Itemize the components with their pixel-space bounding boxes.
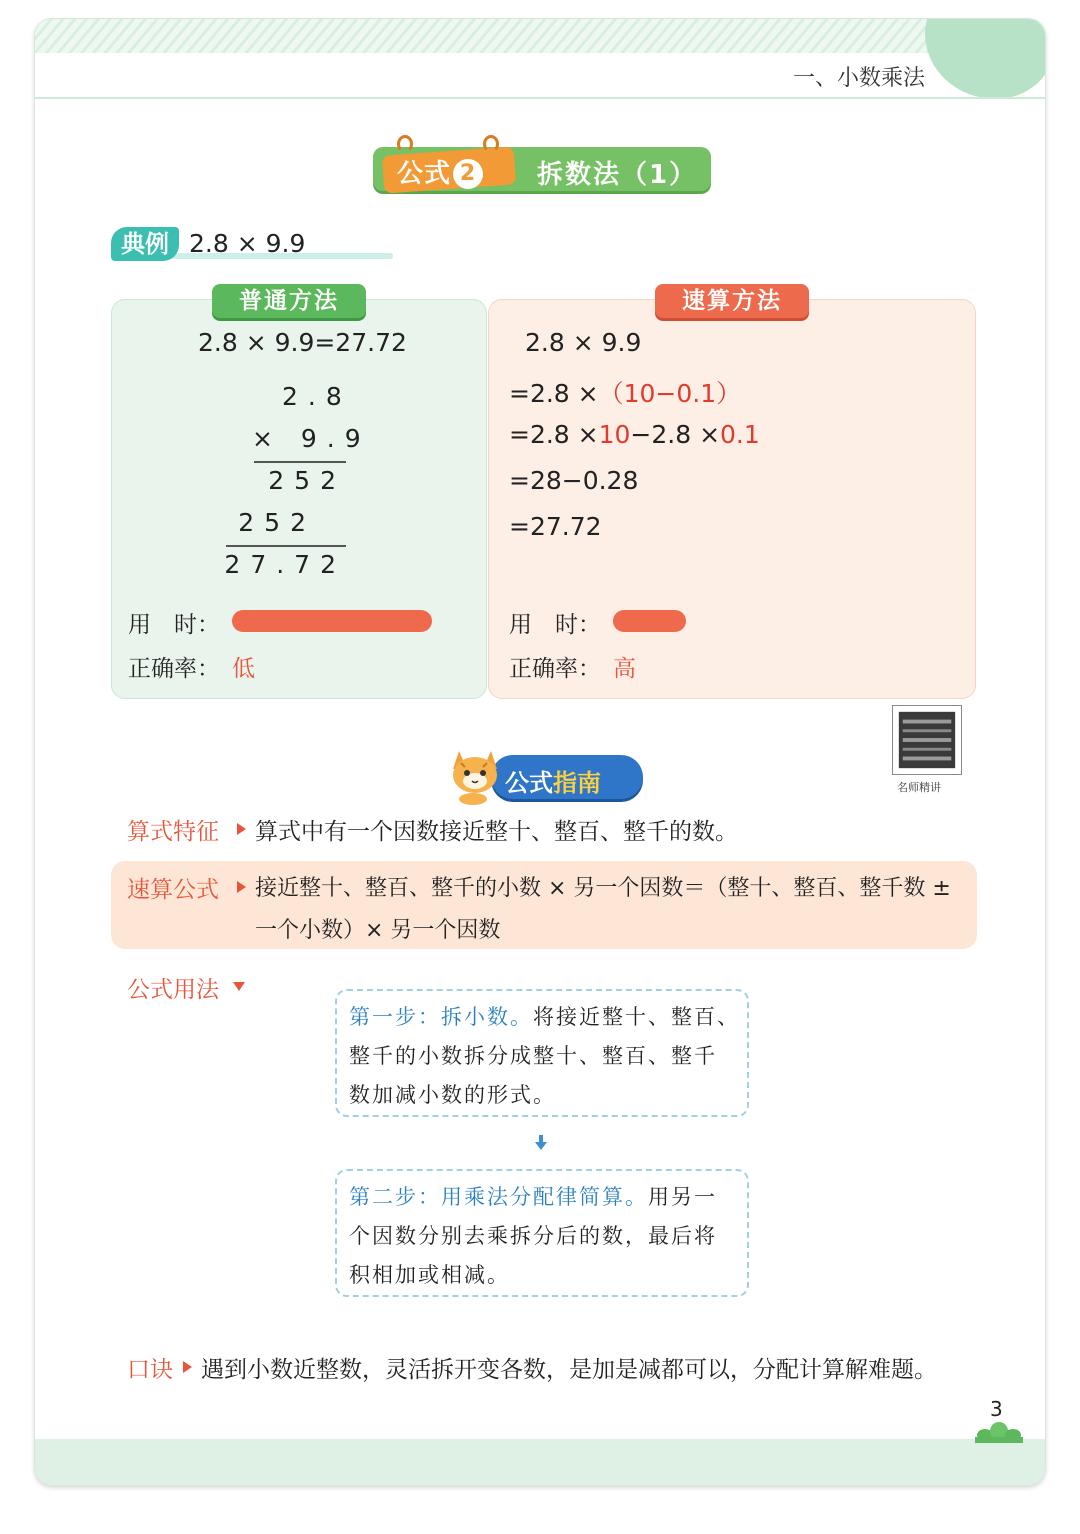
time-bar bbox=[232, 610, 432, 632]
ring-icon bbox=[397, 135, 413, 153]
time-label: 用 时： bbox=[128, 612, 220, 638]
formula-title: 拆数法（1） bbox=[537, 160, 698, 190]
top-decoration-stripe bbox=[35, 19, 1046, 53]
step-1-line-2: 整千的小数拆分成整十、整百、整千 bbox=[349, 1044, 717, 1068]
arrow-right-icon bbox=[237, 881, 246, 893]
vertical-row-4: 252 bbox=[238, 508, 316, 537]
mnemonic-text: 遇到小数近整数，灵活拆开变各数，是加是减都可以，分配计算解难题。 bbox=[201, 1357, 937, 1383]
ring-icon bbox=[483, 135, 499, 153]
fast-method-tab: 速算方法 bbox=[655, 284, 809, 318]
time-bar bbox=[613, 610, 686, 632]
header-divider bbox=[35, 97, 1046, 99]
formula-number: 2 bbox=[453, 159, 483, 189]
fast-line-4: =28−0.28 bbox=[509, 466, 639, 495]
usage-label: 公式用法 bbox=[127, 977, 219, 1003]
fast-line-1: 2.8 × 9.9 bbox=[525, 328, 642, 357]
fast-method-panel bbox=[488, 288, 976, 699]
page bbox=[34, 18, 1046, 1486]
feature-label: 算式特征 bbox=[127, 819, 219, 845]
fast-line-5: =27.72 bbox=[509, 512, 602, 541]
guide-banner bbox=[447, 741, 647, 807]
accuracy-label: 正确率： bbox=[128, 656, 220, 682]
vertical-divider bbox=[226, 545, 346, 547]
vertical-row-3: 252 bbox=[268, 466, 346, 495]
formula-banner bbox=[373, 145, 711, 193]
normal-method-tab: 普通方法 bbox=[212, 284, 366, 318]
step-2-line-2: 个因数分别去乘拆分后的数，最后将 bbox=[349, 1224, 717, 1248]
example-expression: 2.8 × 9.9 bbox=[189, 229, 306, 258]
step-arrow-icon bbox=[535, 1135, 547, 1151]
accuracy-label: 正确率： bbox=[509, 656, 601, 682]
vertical-row-1: 2.8 bbox=[282, 382, 352, 411]
step-1-box bbox=[335, 989, 749, 1117]
fast-line-2: =2.8 ×（10−0.1） bbox=[509, 379, 742, 408]
qr-code-icon[interactable] bbox=[892, 705, 962, 775]
vertical-divider bbox=[254, 461, 346, 463]
step-2-line-3: 积相加或相减。 bbox=[349, 1263, 510, 1287]
chapter-title: 一、小数乘法 bbox=[792, 66, 925, 91]
vertical-row-2: × 9.9 bbox=[252, 424, 371, 453]
time-label: 用 时： bbox=[509, 612, 601, 638]
arrow-down-icon bbox=[233, 982, 245, 991]
step-2-box bbox=[335, 1169, 749, 1297]
step-1-line-3: 数加减小数的形式。 bbox=[349, 1083, 556, 1107]
page-number: 3 bbox=[990, 1397, 1003, 1421]
feature-text: 算式中有一个因数接近整十、整百、整千的数。 bbox=[255, 819, 738, 845]
arrow-right-icon bbox=[183, 1361, 192, 1373]
fast-formula-label: 速算公式 bbox=[127, 877, 219, 903]
mnemonic-label: 口诀 bbox=[127, 1357, 173, 1383]
example-tag: 典例 bbox=[111, 227, 179, 261]
step-1-line-1: 第一步：拆小数。将接近整十、整百、 bbox=[349, 1005, 740, 1029]
formula-label: 公式 2 bbox=[397, 153, 483, 190]
fast-formula-line-1: 接近整十、整百、整千的小数 × 另一个因数＝（整十、整百、整千数 ± bbox=[255, 876, 951, 901]
guide-title: 公式指南 bbox=[505, 769, 601, 797]
fast-line-3: =2.8 ×10−2.8 ×0.1 bbox=[509, 420, 760, 449]
step-2-line-1: 第二步：用乘法分配律简算。用另一 bbox=[349, 1185, 717, 1209]
qr-caption: 名师精讲 bbox=[897, 781, 941, 794]
grass-decoration-icon bbox=[975, 1421, 1023, 1443]
cat-mascot-icon bbox=[447, 741, 513, 807]
corner-decoration bbox=[925, 18, 1046, 99]
accuracy-value: 低 bbox=[232, 656, 255, 682]
accuracy-value: 高 bbox=[613, 656, 636, 682]
arrow-right-icon bbox=[237, 823, 246, 835]
normal-method-panel bbox=[111, 288, 487, 699]
vertical-result: 27.72 bbox=[224, 550, 346, 579]
bottom-band bbox=[35, 1439, 1046, 1486]
normal-equation: 2.8 × 9.9=27.72 bbox=[198, 328, 407, 357]
fast-formula-box bbox=[111, 861, 977, 949]
fast-formula-line-2: 一个小数）× 另一个因数 bbox=[255, 918, 501, 943]
